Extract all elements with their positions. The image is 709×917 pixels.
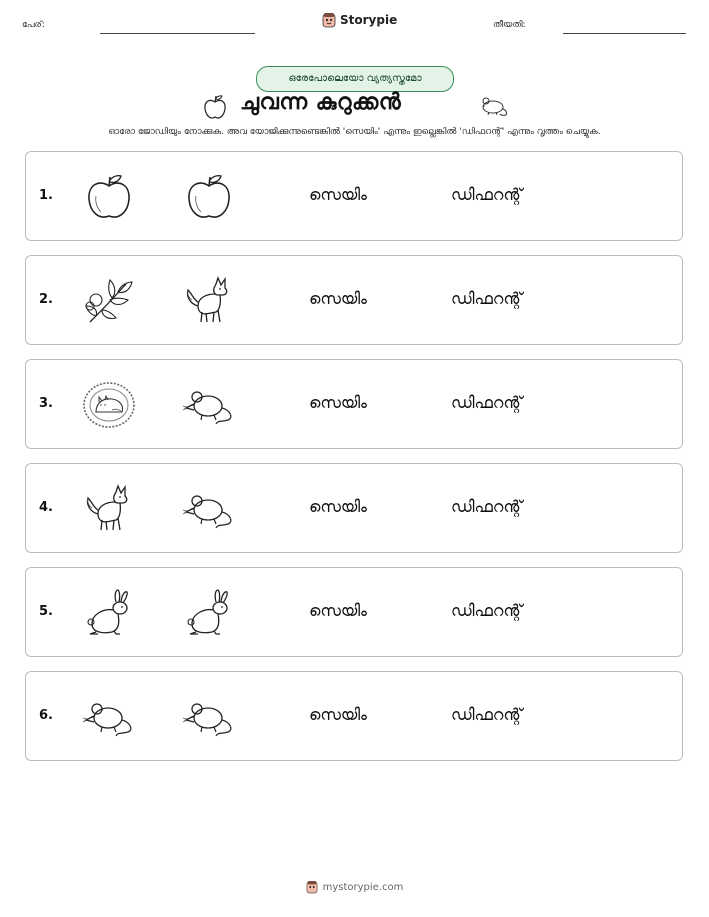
rabbit-icon (82, 588, 136, 638)
footer-website[interactable]: mystorypie.com (322, 881, 404, 893)
mouse-icon (478, 95, 510, 117)
den-icon (82, 380, 136, 430)
worksheet-type-badge: ഒരേപോലെയോ വ്യത്യസ്തമോ (256, 66, 454, 92)
question-row-4 (25, 463, 683, 553)
different-option[interactable]: ഡിഫറന്റ് (451, 185, 523, 204)
question-row-5 (25, 567, 683, 657)
title-row (0, 90, 709, 122)
worksheet-header (0, 0, 709, 50)
question-row-1 (25, 151, 683, 241)
apple-icon (82, 172, 136, 222)
storypie-mascot-icon (322, 12, 336, 28)
same-option[interactable]: സെയിം (309, 393, 367, 412)
name-label: പേര്: (22, 20, 45, 30)
question-number: 3. (39, 396, 53, 411)
date-line[interactable] (563, 33, 686, 34)
question-row-2 (25, 255, 683, 345)
mouse-icon (82, 692, 136, 742)
same-option[interactable]: സെയിം (309, 705, 367, 724)
brand-logo (322, 12, 397, 28)
mouse-icon (182, 692, 236, 742)
question-row-6 (25, 671, 683, 761)
apple-icon (182, 172, 236, 222)
brand-name: Storypie (340, 13, 398, 27)
question-number: 6. (39, 708, 53, 723)
same-option[interactable]: സെയിം (309, 601, 367, 620)
name-line[interactable] (100, 33, 255, 34)
apple-icon (202, 93, 228, 121)
question-number: 1. (39, 188, 53, 203)
page-title: ചുവന്ന കുറുക്കൻ (240, 90, 402, 115)
rabbit-icon (182, 588, 236, 638)
fox-icon (182, 276, 236, 326)
different-option[interactable]: ഡിഫറന്റ് (451, 601, 523, 620)
same-option[interactable]: സെയിം (309, 185, 367, 204)
different-option[interactable]: ഡിഫറന്റ് (451, 289, 523, 308)
mouse-icon (182, 380, 236, 430)
footer (0, 880, 709, 894)
different-option[interactable]: ഡിഫറന്റ് (451, 393, 523, 412)
instructions-text: ഓരോ ജോഡിയും നോക്കുക. അവ യോജിക്കുന്നുണ്ടെങ്കിൽ 'സെയിം' എന്നും ഇല്ലെങ്കിൽ 'ഡിഫറന്റ്' എന്നും വൃത്തം ചെയ്യുക. (108, 127, 601, 137)
same-option[interactable]: സെയിം (309, 289, 367, 308)
question-row-3 (25, 359, 683, 449)
question-number: 4. (39, 500, 53, 515)
different-option[interactable]: ഡിഫറന്റ് (451, 497, 523, 516)
date-label: തീയതി: (493, 20, 526, 30)
same-option[interactable]: സെയിം (309, 497, 367, 516)
leaf-branch-icon (82, 276, 136, 326)
mouse-icon (182, 484, 236, 534)
storypie-mascot-icon (306, 880, 318, 894)
question-number: 5. (39, 604, 53, 619)
question-number: 2. (39, 292, 53, 307)
fox-icon (82, 484, 136, 534)
different-option[interactable]: ഡിഫറന്റ് (451, 705, 523, 724)
